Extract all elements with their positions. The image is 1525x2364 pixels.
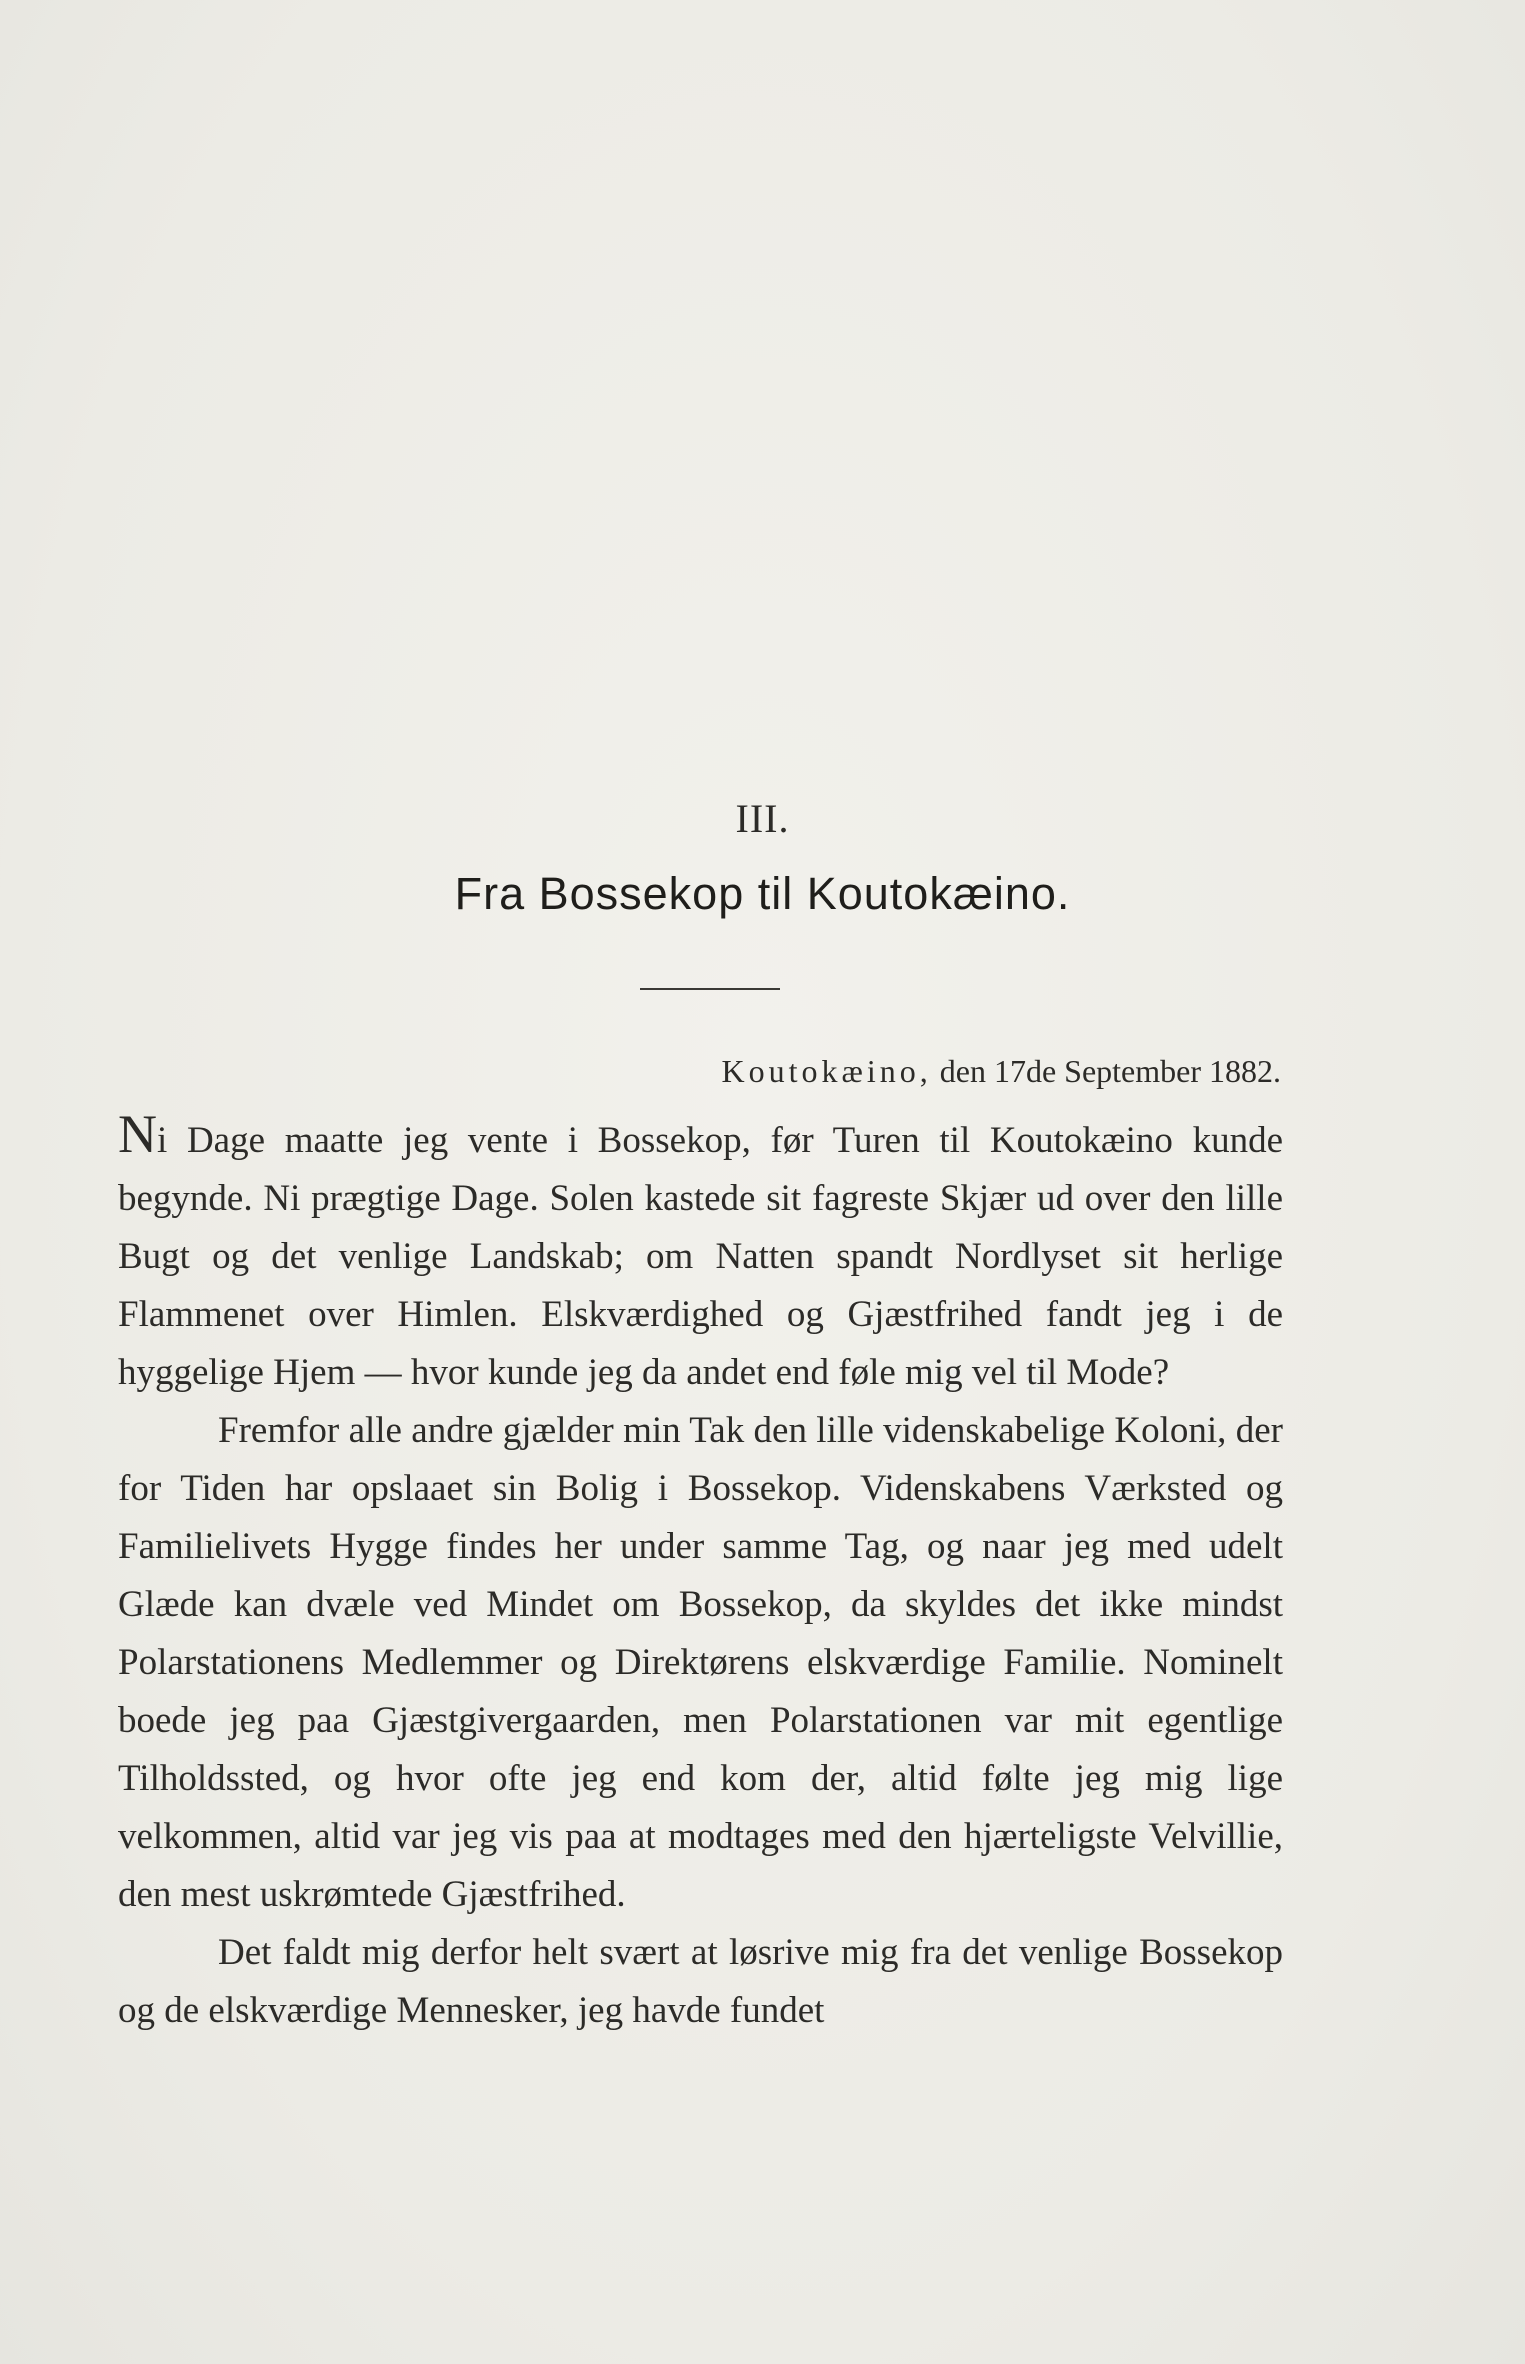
body-text (118, 1104, 1283, 2040)
paragraph: Fremfor alle andre gjælder min Tak den lille videnskabelige Koloni, der for Tiden har opslaaet sin Bolig i Bossekop. Videnskabens Værksted og Familielivets Hygge findes her under samme Tag, og naar jeg med udelt Glæde kan dvæle ved Mindet om Bossekop, da skyldes det ikke mindst Polarstationens Medlemmer og Direktørens elskværdige Familie. Nominelt boede jeg paa Gjæstgivergaarden, men Polarstationen var mit egentlige Tilholdssted, og hvor ofte jeg end kom der, altid følte jeg mig lige velkommen, altid var jeg vis paa at modtages med den hjærteligste Velvillie, den mest uskrømtede Gjæstfrihed. (118, 1410, 1283, 1915)
title-divider (640, 988, 780, 990)
paragraph (118, 1104, 1283, 1402)
paragraph: Det faldt mig derfor helt svært at løsrive mig fra det venlige Bossekop og de elskværdige Mennesker, jeg havde fundet (118, 1932, 1283, 2031)
drop-cap: N (118, 1104, 157, 1164)
dateline (722, 1053, 1281, 1090)
chapter-number: III. (735, 796, 790, 841)
dateline-place: Koutokæino, (721, 1053, 932, 1089)
paragraph-text: i Dage maatte jeg vente i Bossekop, før Turen til Koutokæino kunde begynde. Ni prægtige Dage. Solen kastede sit fagreste Skjær ud over den lille Bugt og det venlige Landskab; om Natten spandt Nordlyset sit herlige Flammenet over Himlen. Elskværdighed og Gjæstfrihed fandt jeg i de hyggelige Hjem — hvor kunde jeg da andet end føle mig vel til Mode? (118, 1120, 1283, 1393)
chapter-title: Fra Bossekop til Koutokæino. (454, 868, 1071, 919)
dateline-date: den 17de September 1882. (939, 1053, 1281, 1089)
